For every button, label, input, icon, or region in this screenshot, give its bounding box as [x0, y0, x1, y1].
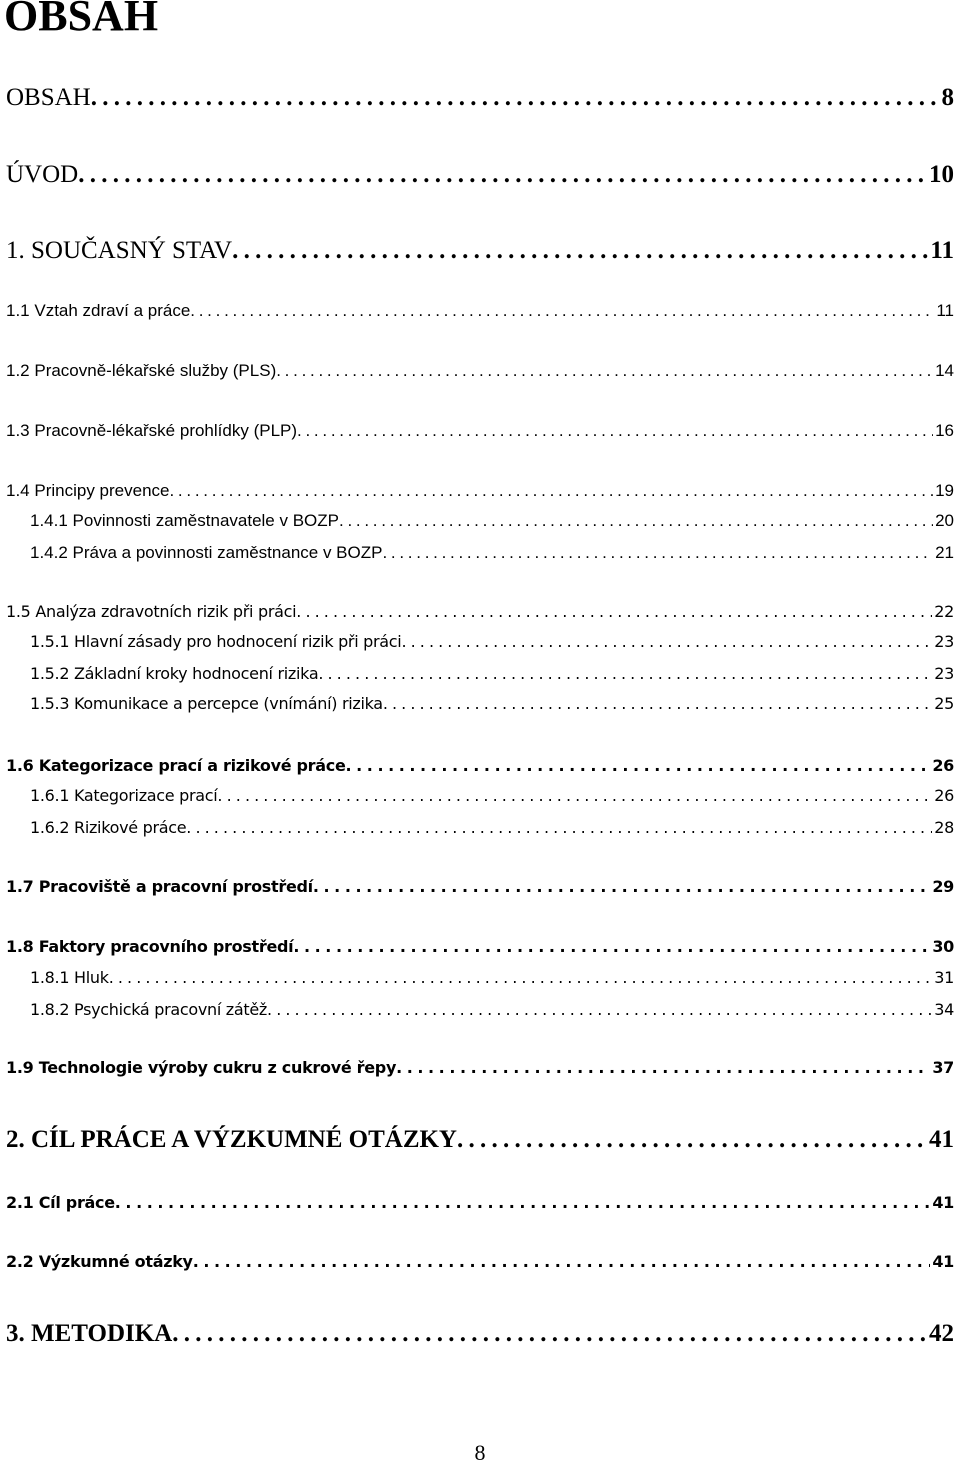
toc-entry-title: 1.9 Technologie výroby cukru z cukrové řepy [6, 1058, 397, 1077]
toc-entry-page: 41 [929, 1126, 954, 1153]
toc-entry[interactable] [6, 301, 954, 321]
toc-entry-page: 41 [932, 1252, 954, 1271]
toc-entry[interactable] [6, 602, 954, 621]
toc-entry-title: 1.6 Kategorizace prací a rizikové práce [6, 756, 346, 775]
toc-leader [232, 237, 928, 265]
toc-entry-title: 2.1 Cíl práce [6, 1193, 115, 1212]
toc-entry-page: 25 [934, 694, 954, 713]
toc-leader [193, 1252, 931, 1271]
toc-leader [297, 421, 933, 441]
toc-entry[interactable] [6, 421, 954, 441]
toc-entry-title: 1.5.1 Hlavní zásady pro hodnocení rizik při práci [30, 632, 402, 651]
toc-entry-page: 37 [932, 1058, 954, 1077]
toc-leader [109, 968, 933, 987]
toc-entry[interactable] [6, 1252, 954, 1271]
toc-entry-title: 1.8.2 Psychická pracovní zátěž [30, 1000, 268, 1019]
toc-entry-page: 8 [941, 84, 954, 111]
toc-entry-title: 1. SOUČASNÝ STAV [6, 237, 233, 264]
toc-entry-page: 31 [934, 968, 954, 987]
toc-entry-title: 1.8.1 Hluk [30, 968, 109, 987]
toc-entry-title: 1.4.2 Práva a povinnosti zaměstnance v BOZP [30, 543, 383, 562]
page-number: 8 [474, 1440, 486, 1465]
toc-entry[interactable] [6, 361, 954, 381]
toc-entry-title: OBSAH [6, 84, 91, 111]
toc-leader [457, 1126, 927, 1154]
toc-entry-page: 14 [935, 361, 954, 380]
toc-entry-title: 3. METODIKA [6, 1320, 173, 1347]
toc-entry[interactable] [6, 84, 954, 112]
toc-entry-page: 41 [932, 1193, 954, 1212]
toc-entry-page: 10 [929, 161, 954, 188]
toc-entry[interactable] [6, 1320, 954, 1348]
toc-entry[interactable] [30, 968, 954, 987]
toc-leader [318, 664, 932, 683]
toc-leader [217, 786, 932, 805]
toc-entry-page: 11 [930, 237, 954, 264]
page-title: OBSAH [4, 0, 159, 40]
toc-entry[interactable] [6, 1193, 954, 1212]
toc-entry[interactable] [30, 1000, 954, 1019]
toc-entry-title: 1.1 Vztah zdraví a práce [6, 301, 191, 320]
toc-entry[interactable] [6, 237, 954, 265]
toc-entry-page: 34 [934, 1000, 954, 1019]
toc-leader [339, 511, 933, 531]
toc-entry-page: 19 [935, 481, 954, 500]
toc-entry[interactable] [6, 1058, 954, 1077]
toc-leader [296, 602, 932, 621]
toc-leader [78, 161, 927, 189]
toc-leader [115, 1193, 931, 1212]
toc-entry[interactable] [6, 877, 954, 896]
toc-leader [172, 1320, 927, 1348]
toc-leader [186, 818, 932, 837]
toc-entry-page: 26 [932, 756, 954, 775]
toc-entry-title: 2.2 Výzkumné otázky [6, 1252, 193, 1271]
toc-entry[interactable] [30, 664, 954, 683]
toc-leader [91, 84, 940, 112]
toc-leader [401, 632, 932, 651]
toc-entry-page: 23 [934, 664, 954, 683]
toc-leader [346, 756, 931, 775]
toc-entry-page: 29 [932, 877, 954, 896]
toc-entry[interactable] [30, 632, 954, 651]
toc-leader [293, 937, 930, 956]
toc-entry-title: 1.5.3 Komunikace a percepce (vnímání) rizika [30, 694, 383, 713]
toc-leader [396, 1058, 930, 1077]
toc-leader [169, 481, 933, 501]
toc-entry-title: 1.6.1 Kategorizace prací [30, 786, 218, 805]
toc-entry-page: 23 [934, 632, 954, 651]
toc-leader [383, 694, 932, 713]
toc-entry[interactable] [30, 511, 954, 531]
toc-entry[interactable] [30, 694, 954, 713]
toc-entry[interactable] [30, 818, 954, 837]
toc-entry-page: 16 [935, 421, 954, 440]
toc-entry-title: 2. CÍL PRÁCE A VÝZKUMNÉ OTÁZKY [6, 1126, 457, 1153]
toc-entry-title: ÚVOD [6, 161, 79, 188]
toc-entry[interactable] [30, 786, 954, 805]
toc-entry-title: 1.4.1 Povinnosti zaměstnavatele v BOZP [30, 511, 339, 530]
toc-entry-page: 20 [935, 511, 954, 530]
toc-entry[interactable] [6, 161, 954, 189]
toc-entry-title: 1.8 Faktory pracovního prostředí [6, 937, 294, 956]
toc-entry-page: 26 [934, 786, 954, 805]
toc-entry[interactable] [6, 481, 954, 501]
toc-leader [190, 301, 934, 321]
toc-entry-page: 11 [936, 301, 954, 320]
toc-entry-title: 1.2 Pracovně-lékařské služby (PLS) [6, 361, 277, 380]
toc-entry-page: 30 [932, 937, 954, 956]
toc-entry[interactable] [30, 543, 954, 563]
toc-entry-title: 1.5.2 Základní kroky hodnocení rizika [30, 664, 319, 683]
toc-entry[interactable] [6, 937, 954, 956]
toc-entry-page: 28 [934, 818, 954, 837]
toc-leader [382, 543, 933, 563]
toc-entry[interactable] [6, 756, 954, 775]
toc-leader [267, 1000, 932, 1019]
toc-entry-page: 21 [935, 543, 954, 562]
toc-entry-title: 1.5 Analýza zdravotních rizik při práci [6, 602, 297, 621]
toc-leader [313, 877, 930, 896]
toc-entry-title: 1.4 Principy prevence [6, 481, 170, 500]
toc-entry-title: 1.6.2 Rizikové práce [30, 818, 187, 837]
toc-entry-title: 1.7 Pracoviště a pracovní prostředí [6, 877, 313, 896]
toc-entry-page: 42 [929, 1320, 954, 1347]
toc-entry[interactable] [6, 1126, 954, 1154]
toc-leader [276, 361, 933, 381]
toc-entry-title: 1.3 Pracovně-lékařské prohlídky (PLP) [6, 421, 298, 440]
toc-entry-page: 22 [934, 602, 954, 621]
